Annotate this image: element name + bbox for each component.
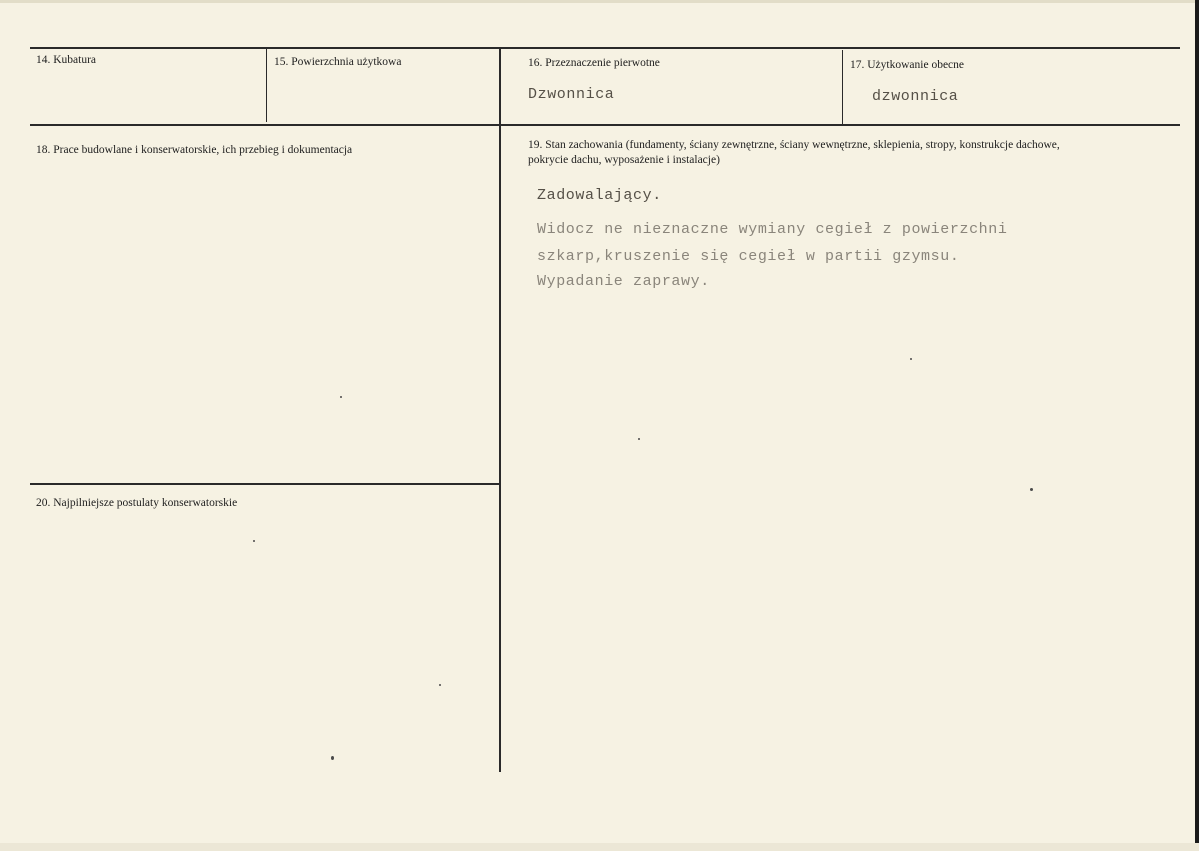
paper-speck <box>331 756 334 760</box>
card-right-edge <box>1195 0 1199 851</box>
card-top-edge <box>0 0 1199 3</box>
field-18-label: 18. Prace budowlane i konserwatorskie, ich przebieg i dokumentacja <box>36 144 353 156</box>
top-rule <box>30 47 1180 49</box>
field-14-label: 14. Kubatura <box>36 54 97 66</box>
field-19-line-4: Wypadanie zaprawy. <box>537 273 710 290</box>
divider-16-17 <box>842 50 843 126</box>
field-19-line-1: Zadowalający. <box>537 187 662 204</box>
field-15-label: 15. Powierzchnia użytkowa <box>274 56 402 68</box>
field-19-line-3: szkarp,kruszenie się cegieł w partii gzymsu. <box>537 248 960 265</box>
field-17-value: dzwonnica <box>872 88 959 105</box>
divider-14-15 <box>266 48 267 122</box>
field-16-label: 16. Przeznaczenie pierwotne <box>528 57 660 69</box>
field-16-value: Dzwonnica <box>528 86 615 103</box>
paper-speck <box>253 540 255 542</box>
paper-speck <box>340 396 342 398</box>
field-20-label: 20. Najpilniejsze postulaty konserwatorskie <box>36 497 238 509</box>
paper-speck <box>1030 488 1033 491</box>
paper-speck <box>638 438 640 440</box>
field-17-label: 17. Użytkowanie obecne <box>850 59 965 71</box>
field-19-line-2: Widocz ne nieznaczne wymiany cegieł z powierzchni <box>537 221 1008 238</box>
field-19-label: 19. Stan zachowania (fundamenty, ściany zewnętrzne, ściany wewnętrzne, sklepienia, stropy, konstrukcje dachowe, pokrycie dachu, wyposażenie i instalacje) <box>528 139 1060 166</box>
row2-rule <box>30 124 1180 126</box>
card-bottom-edge <box>0 843 1199 851</box>
divider-15-16 <box>499 48 501 772</box>
row3-rule <box>30 483 500 485</box>
paper-speck <box>439 684 441 686</box>
paper-speck <box>910 358 912 360</box>
